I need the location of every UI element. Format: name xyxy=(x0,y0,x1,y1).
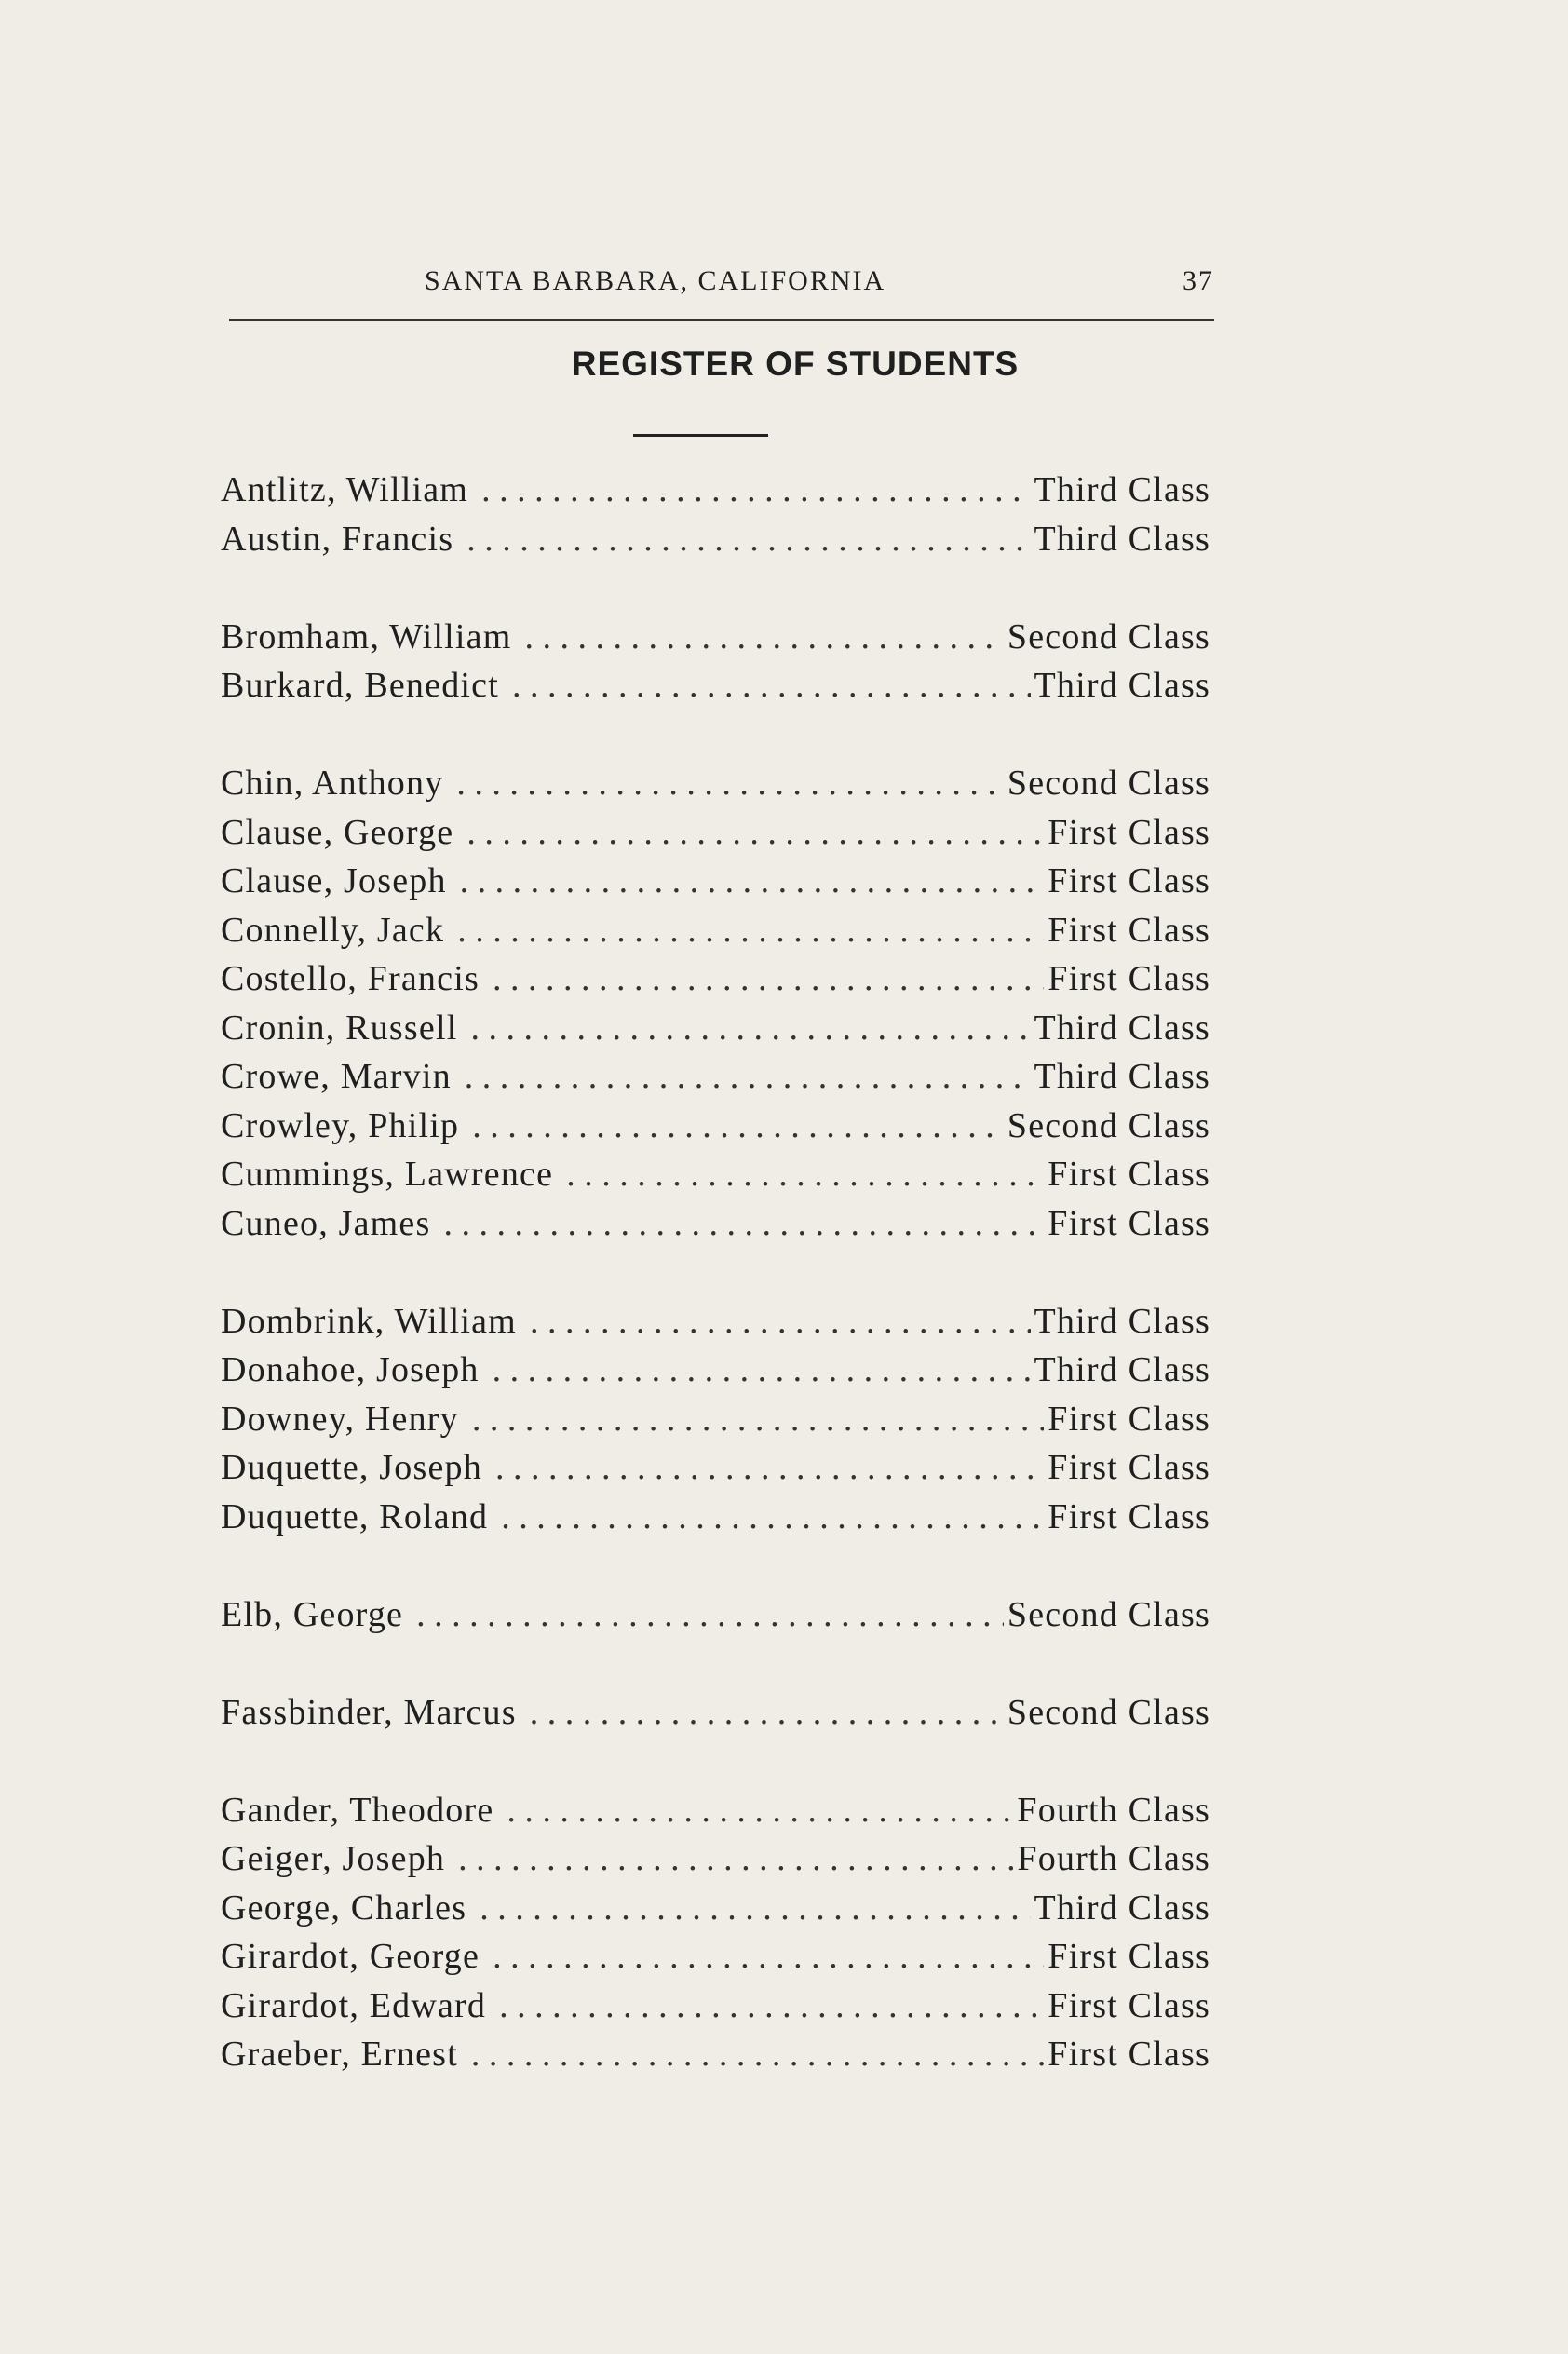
list-item xyxy=(221,759,1210,808)
student-name: Cuneo, James xyxy=(221,1203,431,1243)
student-name: Burkard, Benedict xyxy=(221,666,499,705)
dot-leader xyxy=(472,1102,1004,1151)
dot-leader xyxy=(465,1052,1031,1102)
list-item xyxy=(221,613,1210,662)
dot-leader xyxy=(458,1834,1013,1884)
dot-leader xyxy=(460,857,1045,906)
student-class: Third Class xyxy=(1034,1301,1210,1341)
dot-leader xyxy=(566,1150,1044,1199)
student-name: Fassbinder, Marcus xyxy=(221,1692,517,1732)
student-name: Crowley, Philip xyxy=(221,1105,460,1145)
student-class: Fourth Class xyxy=(1017,1790,1210,1830)
student-class: Fourth Class xyxy=(1017,1839,1210,1878)
dot-leader xyxy=(493,1346,1031,1395)
list-item xyxy=(221,1443,1210,1493)
dot-leader xyxy=(481,466,1030,515)
list-item xyxy=(221,466,1210,515)
student-name: Donahoe, Joseph xyxy=(221,1350,480,1389)
student-class: First Class xyxy=(1048,1937,1210,1976)
student-class: Third Class xyxy=(1034,470,1210,509)
student-name: Geiger, Joseph xyxy=(221,1839,446,1878)
student-class: Third Class xyxy=(1034,1057,1210,1096)
student-name: Connelly, Jack xyxy=(221,910,445,950)
list-item xyxy=(221,515,1210,564)
dot-leader xyxy=(493,954,1044,1004)
student-name: Duquette, Roland xyxy=(221,1496,489,1536)
student-class: Third Class xyxy=(1034,1008,1210,1048)
group-separator xyxy=(221,1541,1210,1590)
list-item xyxy=(221,1004,1210,1053)
group-separator xyxy=(221,1639,1210,1688)
title-rule xyxy=(633,434,768,437)
student-name: Dombrink, William xyxy=(221,1301,517,1341)
student-name: Gander, Theodore xyxy=(221,1790,494,1830)
student-name: Girardot, Edward xyxy=(221,1985,487,2025)
student-class: First Class xyxy=(1048,1203,1210,1243)
dot-leader xyxy=(456,759,1003,808)
student-name: Cummings, Lawrence xyxy=(221,1155,554,1194)
group-separator xyxy=(221,563,1210,613)
student-class: Third Class xyxy=(1034,519,1210,559)
student-name: George, Charles xyxy=(221,1887,467,1928)
student-class: First Class xyxy=(1048,2035,1210,2074)
dot-leader xyxy=(499,1982,1044,2031)
dot-leader xyxy=(472,1395,1044,1444)
student-class: Second Class xyxy=(1007,616,1210,656)
student-name: Crowe, Marvin xyxy=(221,1057,452,1096)
dot-leader xyxy=(470,1004,1030,1053)
list-item xyxy=(221,1688,1210,1738)
list-item xyxy=(221,1590,1210,1640)
dot-leader xyxy=(501,1493,1044,1542)
student-class: Third Class xyxy=(1034,1350,1210,1389)
student-class: First Class xyxy=(1048,812,1210,852)
list-item xyxy=(221,1297,1210,1346)
student-name: Cronin, Russell xyxy=(221,1008,458,1048)
student-name: Austin, Francis xyxy=(221,519,454,559)
page-number: 37 xyxy=(1183,265,1214,296)
group-separator xyxy=(221,710,1210,760)
student-name: Costello, Francis xyxy=(221,959,480,998)
dot-leader xyxy=(530,1297,1031,1346)
dot-leader xyxy=(530,1688,1004,1738)
student-name: Graeber, Ernest xyxy=(221,2035,458,2074)
list-item xyxy=(221,906,1210,955)
dot-leader xyxy=(493,1932,1044,1982)
dot-leader xyxy=(471,2030,1044,2079)
page-title: REGISTER OF STUDENTS xyxy=(571,345,1020,383)
student-class: Second Class xyxy=(1007,1594,1210,1634)
student-name: Clause, Joseph xyxy=(221,861,447,900)
dot-leader xyxy=(512,661,1031,710)
student-class: Third Class xyxy=(1034,666,1210,705)
dot-leader xyxy=(466,808,1044,858)
list-item xyxy=(221,1884,1210,1933)
student-class: Third Class xyxy=(1034,1887,1210,1928)
list-item xyxy=(221,1395,1210,1444)
group-separator xyxy=(221,1737,1210,1786)
student-name: Girardot, George xyxy=(221,1937,480,1976)
list-item xyxy=(221,1052,1210,1102)
header-rule xyxy=(229,319,1214,321)
dot-leader xyxy=(457,906,1044,955)
dot-leader xyxy=(525,613,1004,662)
student-name: Downey, Henry xyxy=(221,1399,459,1439)
list-item xyxy=(221,2030,1210,2079)
list-item xyxy=(221,1834,1210,1884)
dot-leader xyxy=(480,1884,1030,1933)
student-class: First Class xyxy=(1048,1399,1210,1439)
list-item xyxy=(221,661,1210,710)
student-class: First Class xyxy=(1048,1985,1210,2025)
group-separator xyxy=(221,1248,1210,1297)
dot-leader xyxy=(466,515,1030,564)
student-class: First Class xyxy=(1048,1448,1210,1487)
student-class: First Class xyxy=(1048,1496,1210,1536)
list-item xyxy=(221,1786,1210,1835)
student-name: Bromham, William xyxy=(221,616,512,656)
list-item xyxy=(221,1102,1210,1151)
dot-leader xyxy=(416,1590,1004,1640)
dot-leader xyxy=(495,1443,1044,1493)
student-name: Chin, Anthony xyxy=(221,764,444,803)
student-name: Clause, George xyxy=(221,812,454,852)
student-name: Duquette, Joseph xyxy=(221,1448,482,1487)
student-class: First Class xyxy=(1048,861,1210,900)
list-item xyxy=(221,857,1210,906)
student-class: Second Class xyxy=(1007,1692,1210,1732)
list-item xyxy=(221,1346,1210,1395)
student-class: First Class xyxy=(1048,959,1210,998)
dot-leader xyxy=(507,1786,1013,1835)
running-head-title: SANTA BARBARA, CALIFORNIA xyxy=(425,265,886,296)
list-item xyxy=(221,1982,1210,2031)
student-name: Elb, George xyxy=(221,1594,404,1634)
list-item xyxy=(221,954,1210,1004)
dot-leader xyxy=(443,1199,1044,1249)
student-name: Antlitz, William xyxy=(221,470,469,509)
student-register-list xyxy=(221,466,1210,2079)
list-item xyxy=(221,808,1210,858)
student-class: Second Class xyxy=(1007,1105,1210,1145)
list-item xyxy=(221,1493,1210,1542)
student-class: First Class xyxy=(1048,910,1210,950)
student-class: First Class xyxy=(1048,1155,1210,1194)
student-class: Second Class xyxy=(1007,764,1210,803)
list-item xyxy=(221,1932,1210,1982)
list-item xyxy=(221,1150,1210,1199)
list-item xyxy=(221,1199,1210,1249)
